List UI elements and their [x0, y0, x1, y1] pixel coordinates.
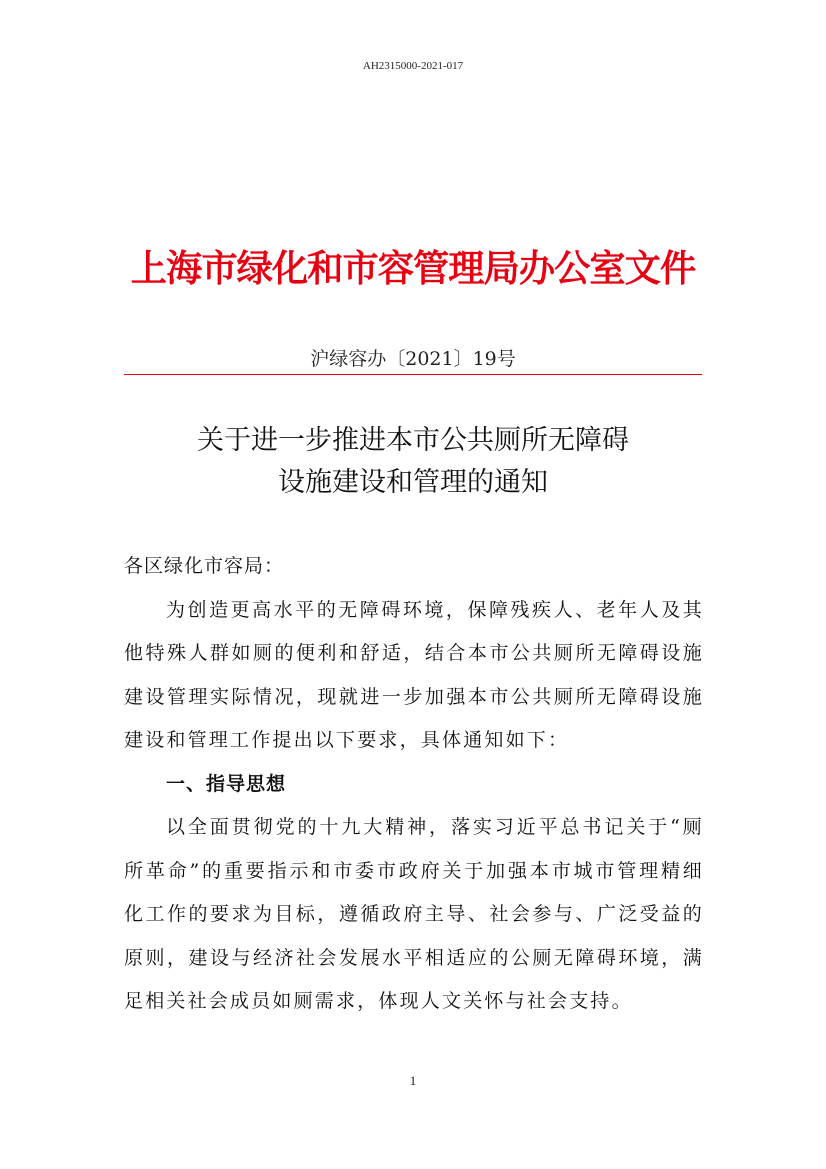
document-body — [124, 545, 704, 1024]
section-1-heading: 一、指导思想 — [166, 772, 287, 795]
title-line-2: 设施建设和管理的通知 — [278, 467, 548, 498]
document-code: AH2315000-2021-017 — [362, 60, 464, 72]
title-line-1: 关于进一步推进本市公共厕所无障碍 — [197, 425, 629, 456]
red-divider-line — [124, 374, 702, 375]
page-number: 1 — [409, 1073, 417, 1088]
issuer-letterhead: 上海市绿化和市容管理局办公室文件 — [130, 247, 696, 290]
salutation: 各区绿化市容局： — [124, 555, 285, 577]
intro-paragraph: 为创造更高水平的无障碍环境，保障残疾人、老年人及其他特殊人群如厕的便利和舒适，结合本市公共厕所无障碍设施建设管理实际情况，现就进一步加强本市公共厕所无障碍设施建设和管理工作提出以下要求，具体通知如下： — [124, 598, 704, 751]
document-title — [0, 420, 826, 504]
section-1-paragraph: 以全面贯彻党的十九大精神，落实习近平总书记关于“厕所革命”的重要指示和市委市政府关于加强本市城市管理精细化工作的要求为目标，遵循政府主导、社会参与、广泛受益的原则，建设与经济社会发展水平相适应的公厕无障碍环境，满足相关社会成员如厕需求，体现人文关怀与社会支持。 — [124, 816, 704, 1012]
document-number: 沪绿容办〔2021〕19号 — [310, 348, 516, 370]
